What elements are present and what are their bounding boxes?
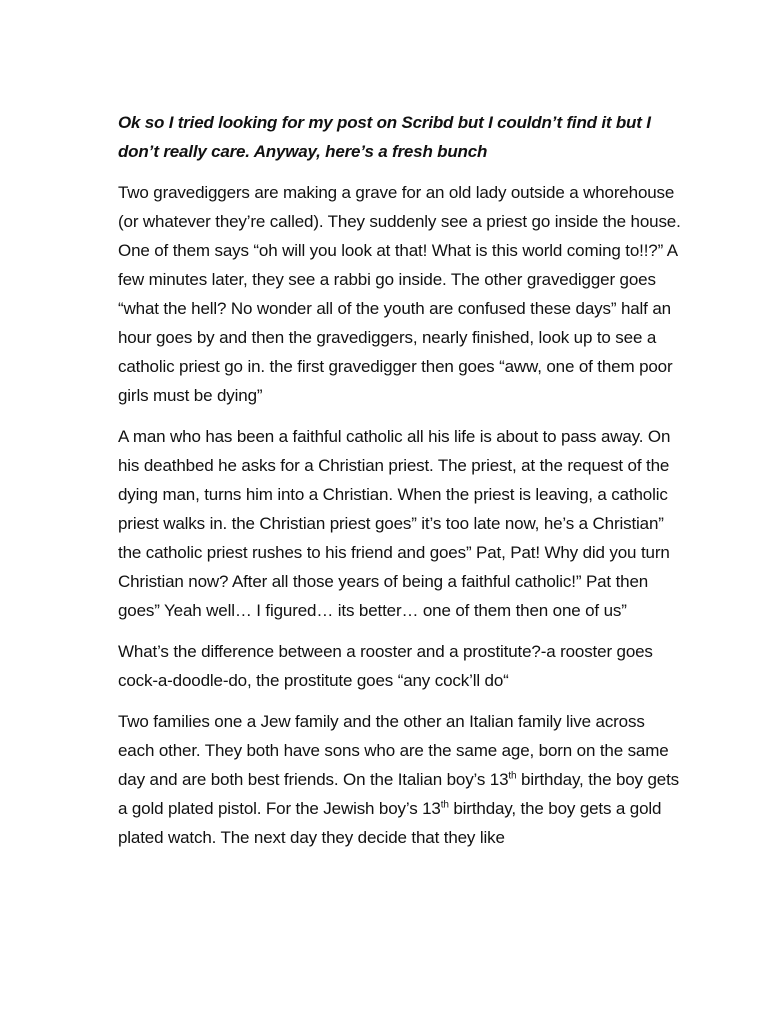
document-body [118,108,683,864]
paragraph-text: Two families one a Jew family and the other an Italian family live across each other. They both have sons who are the same age, born on the same day and are both best friends. On the Italian boy’s 13 [118,712,669,789]
paragraph-gravediggers: Two gravediggers are making a grave for an old lady outside a whorehouse (or whatever they’re called). They suddenly see a priest go inside the house. One of them says “oh will you look at that! What is this world coming to!!?” A few minutes later, they see a rabbi go inside. The other gravedigger goes “what the hell? No wonder all of the youth are confused these days” half an hour goes by and then the gravediggers, nearly finished, look up to see a catholic priest go in. the first gravedigger then goes “aww, one of them poor girls must be dying” [118,183,681,405]
ordinal-suffix: th [508,770,517,782]
ordinal-suffix: th [440,799,449,811]
paragraph-text: birthday, the boy gets a gold plated pistol. For the Jewish boy’s 13 [118,770,680,818]
paragraph-rooster: What’s the difference between a rooster and a prostitute?-a rooster goes cock-a-doodle-do, the prostitute goes “any cock’ll do“ [118,642,653,690]
paragraph-two-families [118,707,683,852]
document-heading: Ok so I tried looking for my post on Scribd but I couldn’t find it but I don’t really care. Anyway, here’s a fresh bunch [118,113,651,161]
paragraph-faithful-catholic: A man who has been a faithful catholic all his life is about to pass away. On his deathbed he asks for a Christian priest. The priest, at the request of the dying man, turns him into a Christian. When the priest is leaving, a catholic priest walks in. the Christian priest goes” it’s too late now, he’s a Christian” the catholic priest rushes to his friend and goes” Pat, Pat! Why did you turn Christian now? After all those years of being a faithful catholic!” Pat then goes” Yeah well… I figured… its better… one of them then one of us” [118,427,671,620]
paragraph-text: birthday, the boy gets a gold plated watch. The next day they decide that they like [118,799,662,847]
